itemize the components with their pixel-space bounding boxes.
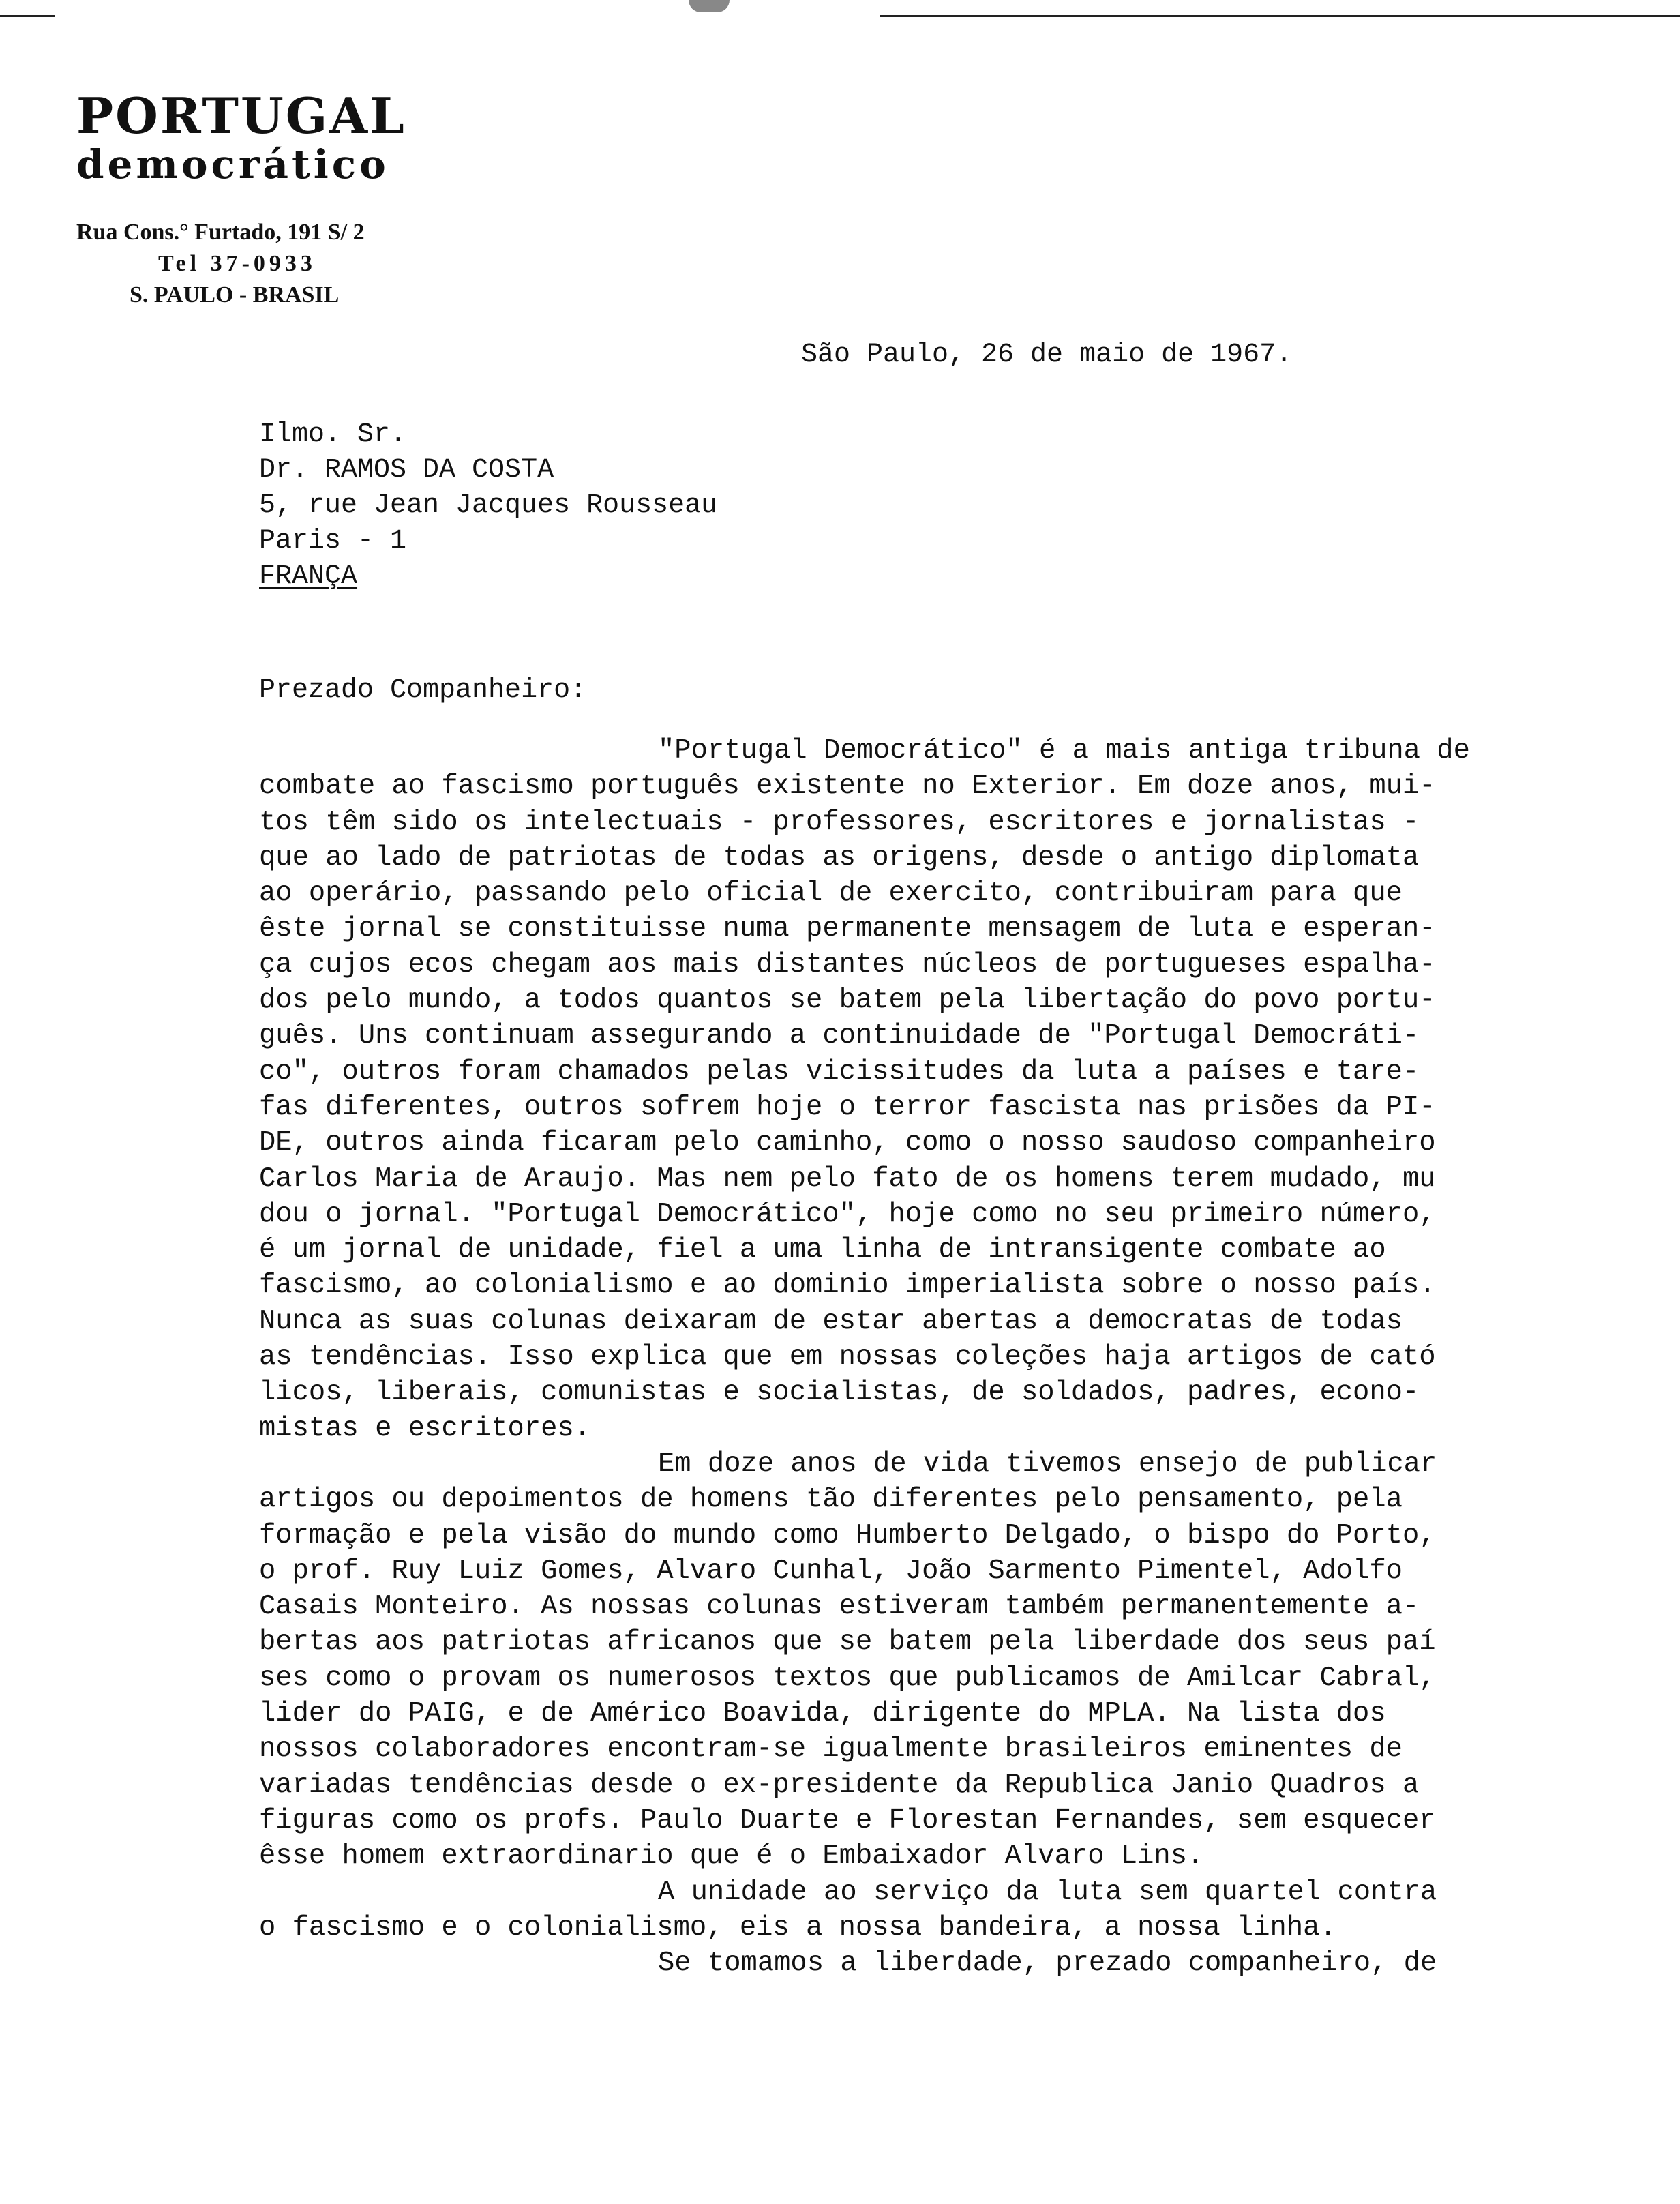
body-line: licos, liberais, comunistas e socialistas, de soldados, padres, econo- (259, 1377, 1420, 1409)
recipient-name: Dr. RAMOS DA COSTA (259, 455, 554, 486)
body-line: combate ao fascismo português existente no Exterior. Em doze anos, mui- (259, 771, 1436, 803)
salutation: Prezado Companheiro: (259, 675, 587, 706)
body-line: que ao lado de patriotas de todas as origens, desde o antigo diplomata (259, 842, 1420, 874)
body-line: formação e pela visão do mundo como Humberto Delgado, o bispo do Porto, (259, 1519, 1436, 1551)
body-line: êsse homem extraordinario que é o Embaixador Alvaro Lins. (259, 1841, 1204, 1873)
letterhead-subtitle: democrático (76, 141, 389, 188)
body-line: as tendências. Isso explica que em nossas coleções haja artigos de cató (259, 1341, 1436, 1373)
top-edge-line-right (880, 15, 1680, 17)
letter-body (259, 733, 1507, 1981)
body-line: artigos ou depoimentos de homens tão diferentes pelo pensamento, pela (259, 1484, 1402, 1516)
recipient-honorific: Ilmo. Sr. (259, 419, 407, 450)
body-line: Carlos Maria de Araujo. Mas nem pelo fato de os homens terem mudado, mu (259, 1163, 1436, 1195)
recipient-country: FRANÇA (259, 561, 358, 592)
body-line: tos têm sido os intelectuais - professores, escritores e jornalistas - (259, 806, 1420, 838)
body-line: A unidade ao serviço da luta sem quartel contra (658, 1876, 1437, 1908)
letterhead-title: PORTUGAL (76, 87, 406, 145)
body-line: Casais Monteiro. As nossas colunas estiveram também permanentemente a- (259, 1591, 1420, 1623)
recipient-block (259, 417, 717, 595)
binding-mark (689, 0, 730, 12)
body-line: nossos colaboradores encontram-se igualmente brasileiros eminentes de (259, 1733, 1402, 1766)
body-line: é um jornal de unidade, fiel a uma linha de intransigente combate ao (259, 1234, 1386, 1266)
body-line: ses como o provam os numerosos textos que publicamos de Amilcar Cabral, (259, 1662, 1436, 1694)
top-edge-line (0, 15, 55, 17)
body-line: fascismo, ao colonialismo e ao dominio imperialista sobre o nosso país. (259, 1270, 1436, 1302)
body-line: guês. Uns continuam assegurando a continuidade de "Portugal Democráti- (259, 1020, 1420, 1052)
body-line: dos pelo mundo, a todos quantos se batem pela libertação do povo portu- (259, 985, 1436, 1017)
letterhead (76, 87, 499, 188)
letter-date: São Paulo, 26 de maio de 1967. (801, 340, 1293, 370)
body-line: figuras como os profs. Paulo Duarte e Florestan Fernandes, sem esquecer (259, 1804, 1436, 1836)
body-line: mistas e escritores. (259, 1412, 591, 1444)
body-line: DE, outros ainda ficaram pelo caminho, como o nosso saudoso companheiro (259, 1127, 1436, 1159)
body-line: ao operário, passando pelo oficial de exercito, contribuiram para que (259, 878, 1402, 910)
body-line: o prof. Ruy Luiz Gomes, Alvaro Cunhal, João Sarmento Pimentel, Adolfo (259, 1555, 1402, 1587)
body-line: o fascismo e o colonialismo, eis a nossa bandeira, a nossa linha. (259, 1911, 1336, 1944)
body-line: Se tomamos a liberdade, prezado companheiro, de (658, 1948, 1437, 1980)
body-line: fas diferentes, outros sofrem hoje o terror fascista nas prisões da PI- (259, 1091, 1436, 1123)
body-line: co", outros foram chamados pelas vicissitudes da luta a países e tare- (259, 1056, 1420, 1088)
body-line: dou o jornal. "Portugal Democrático", hoje como no seu primeiro número, (259, 1198, 1436, 1230)
letterhead-street: Rua Cons.° Furtado, 191 S/ 2 (76, 220, 365, 245)
recipient-street: 5, rue Jean Jacques Rousseau (259, 490, 718, 521)
body-line: lider do PAIG, e de Américo Boavida, dirigente do MPLA. Na lista dos (259, 1698, 1386, 1730)
body-line: êste jornal se constituisse numa permanente mensagem de luta e esperan- (259, 913, 1436, 945)
body-line: bertas aos patriotas africanos que se batem pela liberdade dos seus paí (259, 1626, 1436, 1658)
letterhead-address (76, 217, 499, 311)
body-line: Nunca as suas colunas deixaram de estar abertas a democratas de todas (259, 1305, 1402, 1337)
body-line: variadas tendências desde o ex-presidente da Republica Janio Quadros a (259, 1769, 1420, 1801)
body-line: Em doze anos de vida tivemos ensejo de publicar (658, 1448, 1437, 1480)
body-line: ça cujos ecos chegam aos mais distantes núcleos de portugueses espalha- (259, 949, 1436, 981)
body-line: "Portugal Democrático" é a mais antiga tribuna de (658, 735, 1470, 766)
letterhead-phone: Tel 37-0933 (158, 251, 316, 276)
recipient-city: Paris - 1 (259, 526, 407, 556)
letterhead-city: S. PAULO - BRASIL (130, 282, 340, 308)
